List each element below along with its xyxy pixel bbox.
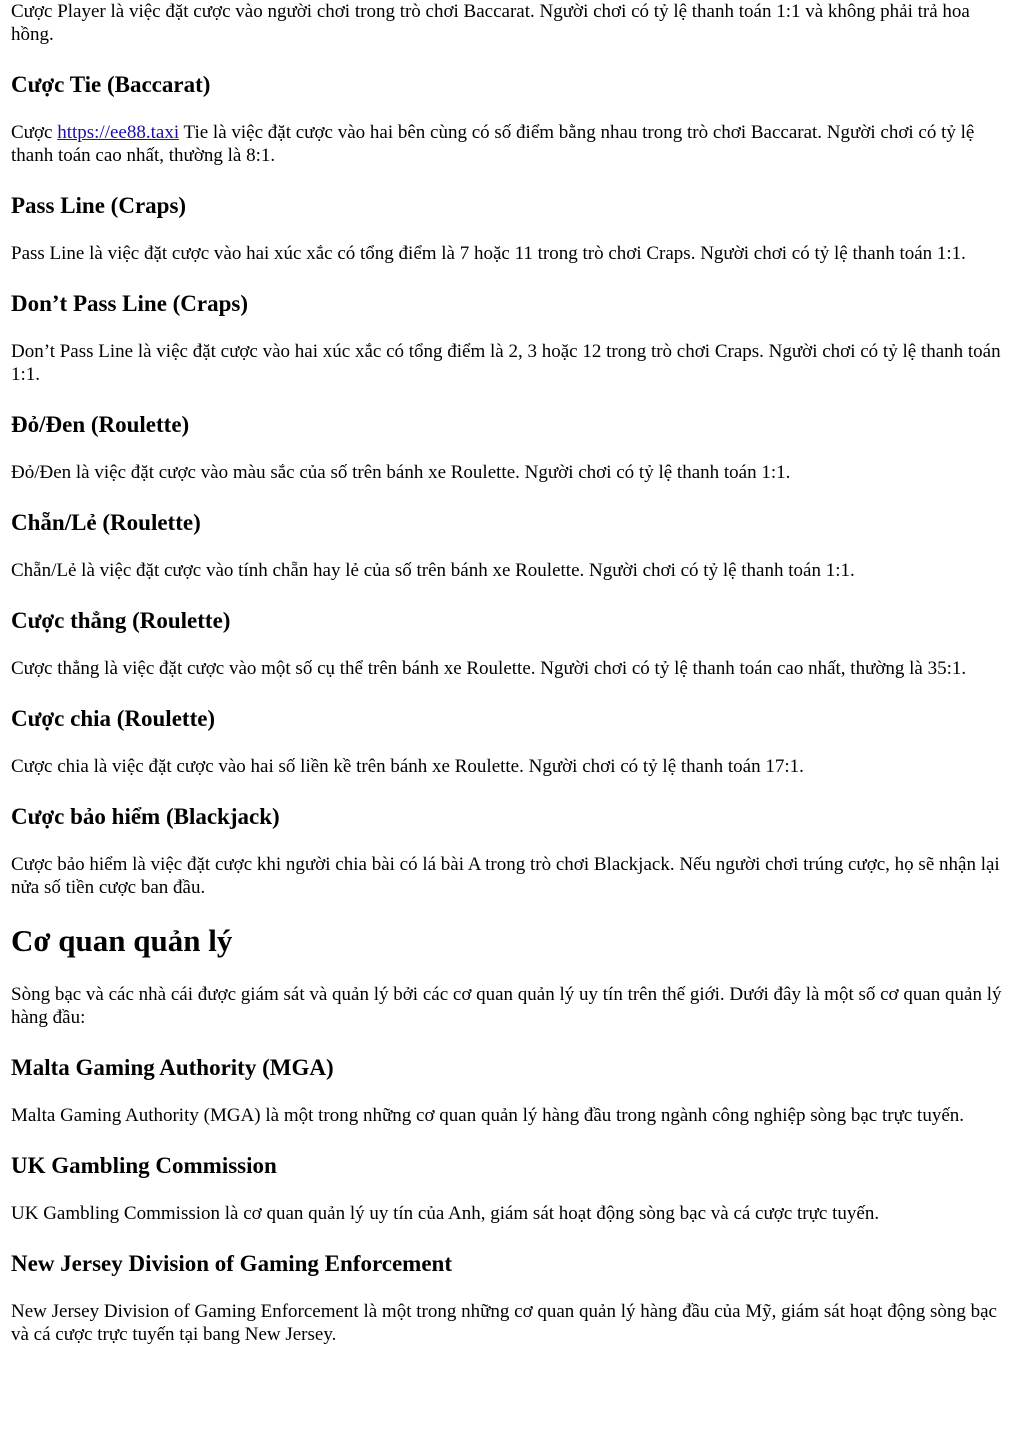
heading-regulators: Cơ quan quản lý (11, 923, 233, 958)
heading-even-odd: Chẵn/Lẻ (Roulette) (11, 510, 201, 535)
mga-paragraph: Malta Gaming Authority (MGA) là một trong những cơ quan quản lý hàng đầu trong ngành công nghiệp sòng bạc trực tuyến. (11, 1105, 965, 1126)
regulators-paragraph: Sòng bạc và các nhà cái được giám sát và quản lý bởi các cơ quan quản lý uy tín trên thế giới. Dưới đây là một số cơ quan quản lý hàng đầu: (11, 984, 1002, 1028)
dont-pass-paragraph: Don’t Pass Line là việc đặt cược vào hai xúc xắc có tổng điểm là 2, 3 hoặc 12 trong trò chơi Craps. Người chơi có tỷ lệ thanh toán 1:1. (11, 341, 1001, 385)
heading-dont-pass: Don’t Pass Line (Craps) (11, 291, 249, 316)
tie-text-prefix: Cược (11, 122, 58, 143)
straight-paragraph: Cược thẳng là việc đặt cược vào một số cụ thể trên bánh xe Roulette. Người chơi có tỷ lệ thanh toán cao nhất, thường là 35:1. (11, 658, 967, 679)
heading-njdge: New Jersey Division of Gaming Enforcement (11, 1251, 452, 1276)
tie-text-suffix: Tie là việc đặt cược vào hai bên cùng có số điểm bằng nhau trong trò chơi Baccarat. Người chơi có tỷ lệ thanh toán cao nhất, thường là 8:1. (11, 122, 975, 166)
ukgc-paragraph: UK Gambling Commission là cơ quan quản lý uy tín của Anh, giám sát hoạt động sòng bạc và cá cược trực tuyến. (11, 1203, 880, 1224)
intro-paragraph: Cược Player là việc đặt cược vào người chơi trong trò chơi Baccarat. Người chơi có tỷ lệ thanh toán 1:1 và không phải trả hoa hồng. (11, 1, 970, 45)
red-black-paragraph: Đỏ/Đen là việc đặt cược vào màu sắc của số trên bánh xe Roulette. Người chơi có tỷ lệ thanh toán 1:1. (11, 462, 791, 483)
pass-line-paragraph: Pass Line là việc đặt cược vào hai xúc xắc có tổng điểm là 7 hoặc 11 trong trò chơi Craps. Người chơi có tỷ lệ thanh toán 1:1. (11, 243, 966, 264)
heading-straight: Cược thẳng (Roulette) (11, 608, 231, 633)
heading-mga: Malta Gaming Authority (MGA) (11, 1055, 334, 1080)
njdge-paragraph: New Jersey Division of Gaming Enforcement là một trong những cơ quan quản lý hàng đầu của Mỹ, giám sát hoạt động sòng bạc và cá cược trực tuyến tại bang New Jersey. (11, 1301, 997, 1345)
heading-insurance: Cược bảo hiểm (Blackjack) (11, 804, 280, 829)
heading-pass-line: Pass Line (Craps) (11, 193, 187, 218)
even-odd-paragraph: Chẵn/Lẻ là việc đặt cược vào tính chẵn hay lẻ của số trên bánh xe Roulette. Người chơi có tỷ lệ thanh toán 1:1. (11, 560, 855, 581)
insurance-paragraph: Cược bảo hiểm là việc đặt cược khi người chia bài có lá bài A trong trò chơi Blackjack. Nếu người chơi trúng cược, họ sẽ nhận lại nửa số tiền cược ban đầu. (11, 854, 1000, 898)
split-paragraph: Cược chia là việc đặt cược vào hai số liền kề trên bánh xe Roulette. Người chơi có tỷ lệ thanh toán 17:1. (11, 756, 804, 777)
heading-split: Cược chia (Roulette) (11, 706, 216, 731)
heading-red-black: Đỏ/Đen (Roulette) (11, 412, 190, 437)
heading-tie: Cược Tie (Baccarat) (11, 72, 211, 97)
tie-paragraph (11, 121, 1014, 167)
ee88-link[interactable]: https://ee88.taxi (57, 122, 180, 143)
heading-ukgc: UK Gambling Commission (11, 1153, 277, 1178)
